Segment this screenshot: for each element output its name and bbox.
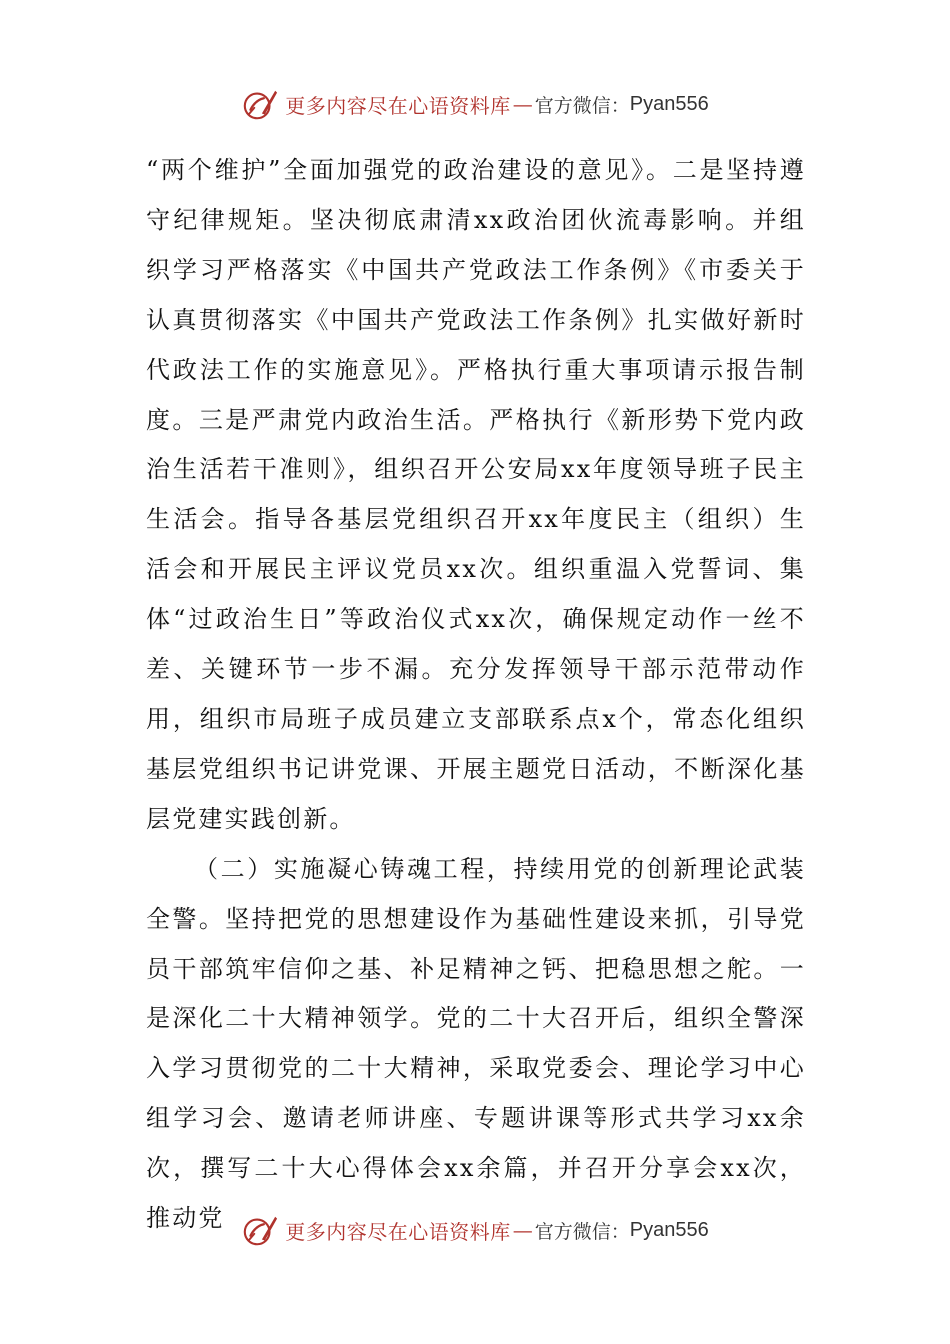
banner-main-text: 更多内容尽在心语资料库 <box>285 1219 511 1244</box>
banner-dash: — <box>512 92 533 116</box>
banner-wechat-label: 官方微信： <box>534 94 630 117</box>
banner-wechat-id: Pyan556 <box>629 92 709 115</box>
banner-wechat-id: Pyan556 <box>629 1218 709 1241</box>
banner-dash: — <box>512 1218 533 1242</box>
banner-wechat-label: 官方微信： <box>534 1220 630 1243</box>
header-watermark-banner <box>0 84 950 124</box>
paragraph-continued: “两个维护”全面加强党的政治建设的意见》。二是坚持遵守纪律规矩。坚决彻底肃清xx政治团伙流毒影响。并组织学习严格落实《中国共产党政法工作条例》《市委关于认真贯彻落实《中国共产党政法工作条例》扎实做好新时代政法工作的实施意见》。严格执行重大事项请示报告制度。三是严肃党内政治生活。严格执行《新形势下党内政治生活若干准则》，组织召开公安局xx年度领导班子民主生活会。指导各基层党组织召开xx年度民主（组织）生活会和开展民主评议党员xx次。组织重温入党誓词、集体“过政治生日”等政治仪式xx次，确保规定动作一丝不差、关键环节一步不漏。充分发挥领导干部示范带动作用，组织市局班子成员建立支部联系点x个，常态化组织基层党组织书记讲党课、开展主题党日活动，不断深化基层党建实践创新。 <box>146 156 806 833</box>
pen-seal-logo-icon <box>241 1211 279 1249</box>
document-body <box>146 146 806 1244</box>
paragraph-section-2: （二）实施凝心铸魂工程，持续用党的创新理论武装全警。坚持把党的思想建设作为基础性建设来抓，引导党员干部筑牢信仰之基、补足精神之钙、把稳思想之舵。一是深化二十大精神领学。党的二十大召开后，组织全警深入学习贯彻党的二十大精神，采取党委会、理论学习中心组学习会、邀请老师讲座、专题讲课等形式共学习xx余次，撰写二十大心得体会xx余篇，并召开分享会xx次，推动党 <box>146 854 806 1233</box>
footer-watermark-banner <box>0 1210 950 1250</box>
pen-seal-logo-icon <box>241 85 279 123</box>
banner-main-text: 更多内容尽在心语资料库 <box>285 93 511 118</box>
